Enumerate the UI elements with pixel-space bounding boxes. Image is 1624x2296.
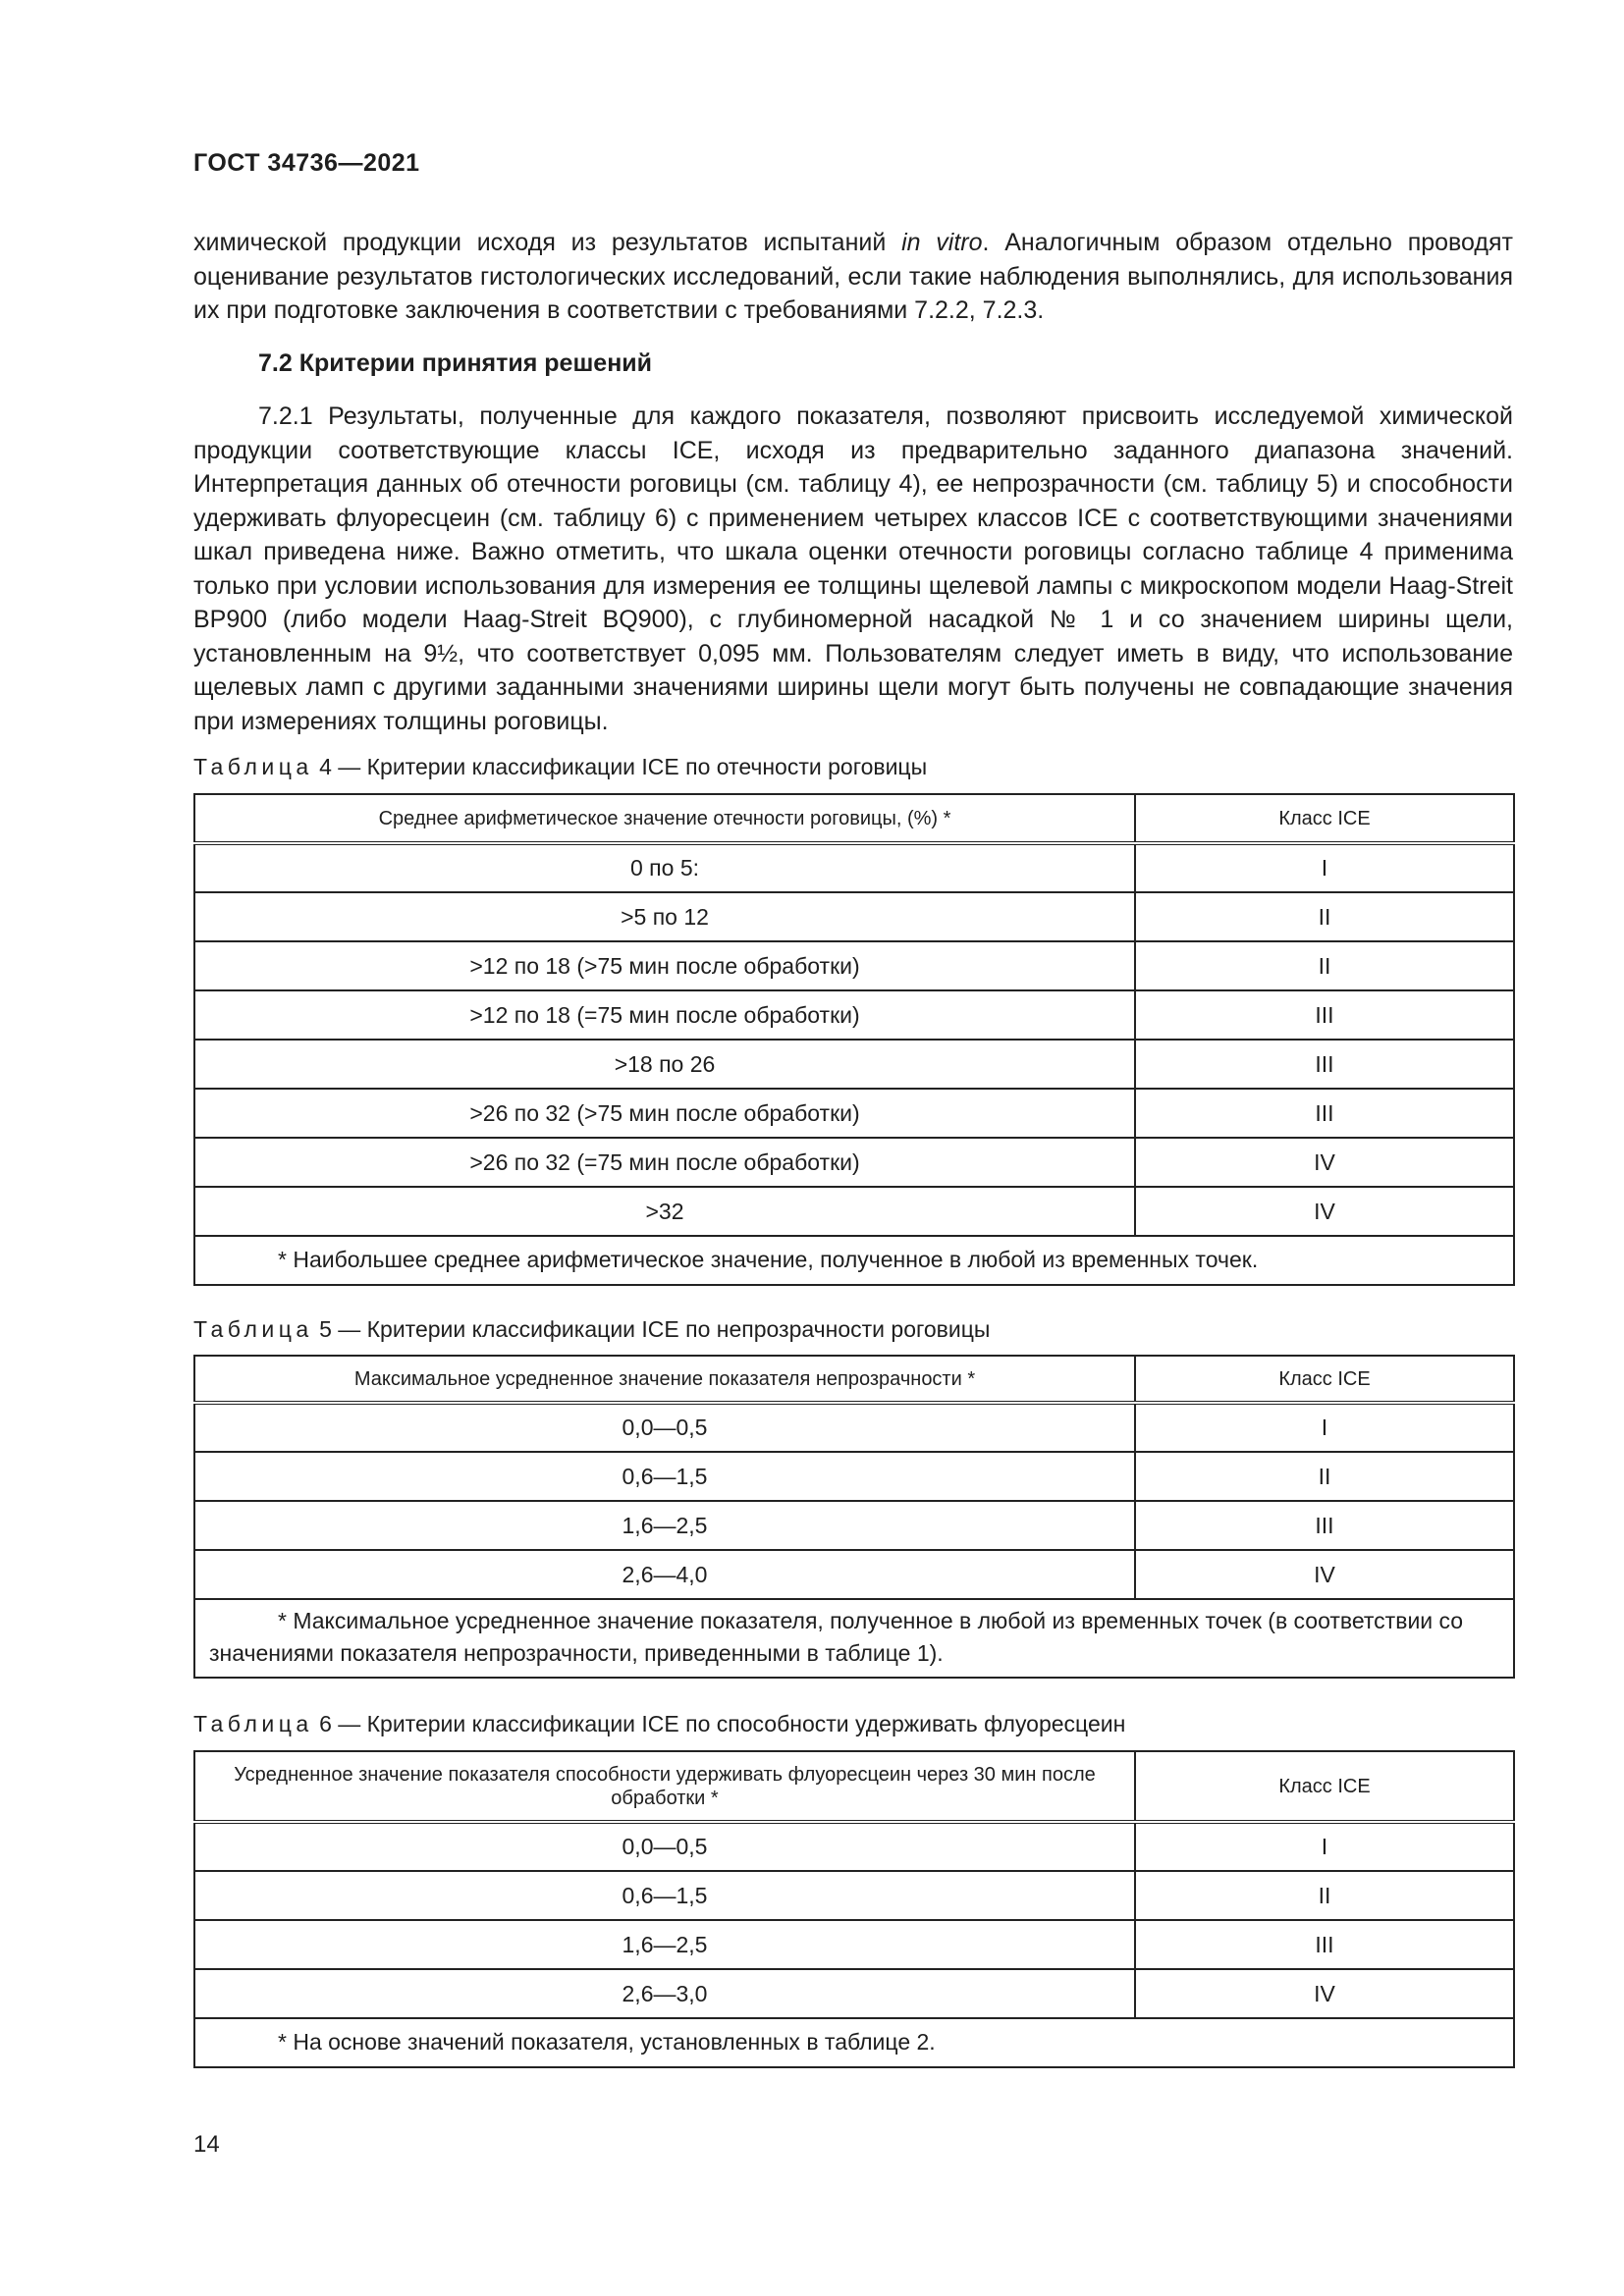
table-note-row [194, 2018, 1514, 2067]
table-row [194, 1089, 1514, 1138]
table-row [194, 990, 1514, 1040]
table-note-text: * Наибольшее среднее арифметическое значение, полученное в любой из временных точек. [278, 1246, 1259, 1272]
table-cell-value: 1,6—2,5 [194, 1920, 1135, 1969]
table-cell-value: 1,6—2,5 [194, 1501, 1135, 1550]
table-row [194, 892, 1514, 941]
table-row [194, 941, 1514, 990]
table5-caption-text: 5 — Критерии классификации ICE по непрозрачности роговицы [319, 1316, 991, 1342]
table-row [194, 1187, 1514, 1236]
table-cell-class: II [1135, 1452, 1514, 1501]
table4-caption-text: 4 — Критерии классификации ICE по отечности роговицы [319, 754, 928, 779]
table4-col1-header: Среднее арифметическое значение отечности роговицы, (%) * [194, 794, 1135, 843]
table-cell-class: III [1135, 1920, 1514, 1969]
table-note-text: * Максимальное усредненное значение показателя, полученное в любой из временных точек (в соответствии со значениями показателя непрозрачности, приведенными в таблице 1). [209, 1608, 1464, 1666]
table-cell-value: >5 по 12 [194, 892, 1135, 941]
table-cell-value: 0,0—0,5 [194, 1822, 1135, 1871]
table-cell-class: IV [1135, 1969, 1514, 2018]
table5-col1-header: Максимальное усредненное значение показателя непрозрачности * [194, 1356, 1135, 1403]
table4-header-row [194, 794, 1514, 843]
table-cell-class: I [1135, 843, 1514, 892]
table6-header-row [194, 1751, 1514, 1822]
intro-paragraph [193, 226, 1513, 328]
table6-caption-word: Таблица [193, 1711, 313, 1736]
table-row [194, 1138, 1514, 1187]
table-cell-value: >12 по 18 (=75 мин после обработки) [194, 990, 1135, 1040]
table-cell-class: I [1135, 1822, 1514, 1871]
table-cell-class: II [1135, 941, 1514, 990]
page-number: 14 [193, 2131, 220, 2158]
table5-caption [193, 1316, 990, 1343]
table-row [194, 1403, 1514, 1452]
table-cell-value: 0 по 5: [194, 843, 1135, 892]
table-cell-value: 0,0—0,5 [194, 1403, 1135, 1452]
table-cell-value: >32 [194, 1187, 1135, 1236]
table-row [194, 1452, 1514, 1501]
section-paragraph [193, 400, 1513, 738]
intro-text-rest: . Аналогичным образом отдельно проводят оценивание результатов гистологических исследований, если такие наблюдения выполнялись, для использования их при подготовке заключения в соответствии с требованиями 7.2.2, 7.2.3. [193, 229, 1513, 324]
table-cell-value: >12 по 18 (>75 мин после обработки) [194, 941, 1135, 990]
table-row [194, 1822, 1514, 1871]
table-cell-value: >26 по 32 (=75 мин после обработки) [194, 1138, 1135, 1187]
table4-col2-header: Класс ICE [1135, 794, 1514, 843]
table-cell-class: III [1135, 1501, 1514, 1550]
table6-col2-header: Класс ICE [1135, 1751, 1514, 1822]
table5-col2-header: Класс ICE [1135, 1356, 1514, 1403]
table-row [194, 1040, 1514, 1089]
table-row [194, 843, 1514, 892]
table5 [193, 1355, 1515, 1679]
section-paragraph-text: 7.2.1 Результаты, полученные для каждого показателя, позволяют присвоить исследуемой химической продукции соответствующие классы ICE, исходя из предварительно заданного диапазона значений. Интерпретация данных об отечности роговицы (см. таблицу 4), ее непрозрачности (см. таблицу 5) и способности удерживать флуоресцеин (см. таблицу 6) с применением четырех классов ICE с соответствующими значениями шкал приведена ниже. Важно отметить, что шкала оценки отечности роговицы согласно таблице 4 применима только при условии использования для измерения ее толщины щелевой лампы с микроскопом модели Haag-Streit BP900 (либо модели Haag-Streit BQ900), с глубиномерной насадкой № 1 и со значением ширины щели, установленным на 9½, что соответствует 0,095 мм. Пользователям следует иметь в виду, что использование щелевых ламп с другими заданными значениями ширины щели могут быть получены не совпадающие значения при измерениях толщины роговицы. [193, 402, 1513, 735]
table-row [194, 1920, 1514, 1969]
table-cell-value: 0,6—1,5 [194, 1871, 1135, 1920]
table-cell-value: 2,6—3,0 [194, 1969, 1135, 2018]
table-cell-class: IV [1135, 1187, 1514, 1236]
table4-caption-word: Таблица [193, 754, 313, 779]
table5-header-row [194, 1356, 1514, 1403]
table-cell-class: IV [1135, 1138, 1514, 1187]
intro-text-start: химической продукции исходя из результатов испытаний [193, 229, 902, 256]
table5-caption-word: Таблица [193, 1316, 313, 1342]
table-row [194, 1969, 1514, 2018]
table-row [194, 1550, 1514, 1599]
table-cell-value: >18 по 26 [194, 1040, 1135, 1089]
table-note [194, 1599, 1514, 1678]
table-cell-class: II [1135, 1871, 1514, 1920]
table-cell-class: III [1135, 990, 1514, 1040]
table4-caption [193, 754, 927, 780]
intro-italic-term: in vitro [901, 229, 983, 256]
table-cell-class: IV [1135, 1550, 1514, 1599]
table-cell-class: III [1135, 1040, 1514, 1089]
table4 [193, 793, 1515, 1286]
table-cell-class: III [1135, 1089, 1514, 1138]
table6 [193, 1750, 1515, 2068]
table-cell-class: I [1135, 1403, 1514, 1452]
table6-col1-header: Усредненное значение показателя способности удерживать флуоресцеин через 30 мин после обработки * [194, 1751, 1135, 1822]
document-code: ГОСТ 34736—2021 [193, 149, 420, 177]
table-note-text: * На основе значений показателя, установленных в таблице 2. [278, 2028, 936, 2055]
table-row [194, 1501, 1514, 1550]
table-note-row [194, 1236, 1514, 1285]
table-row [194, 1871, 1514, 1920]
table-cell-value: >26 по 32 (>75 мин после обработки) [194, 1089, 1135, 1138]
table-cell-value: 0,6—1,5 [194, 1452, 1135, 1501]
section-heading: 7.2 Критерии принятия решений [258, 349, 653, 377]
table-cell-value: 2,6—4,0 [194, 1550, 1135, 1599]
table-note-row [194, 1599, 1514, 1678]
table6-caption [193, 1711, 1125, 1737]
table-cell-class: II [1135, 892, 1514, 941]
table-note [194, 2018, 1514, 2067]
table-note [194, 1236, 1514, 1285]
table6-caption-text: 6 — Критерии классификации ICE по способности удерживать флуоресцеин [319, 1711, 1126, 1736]
